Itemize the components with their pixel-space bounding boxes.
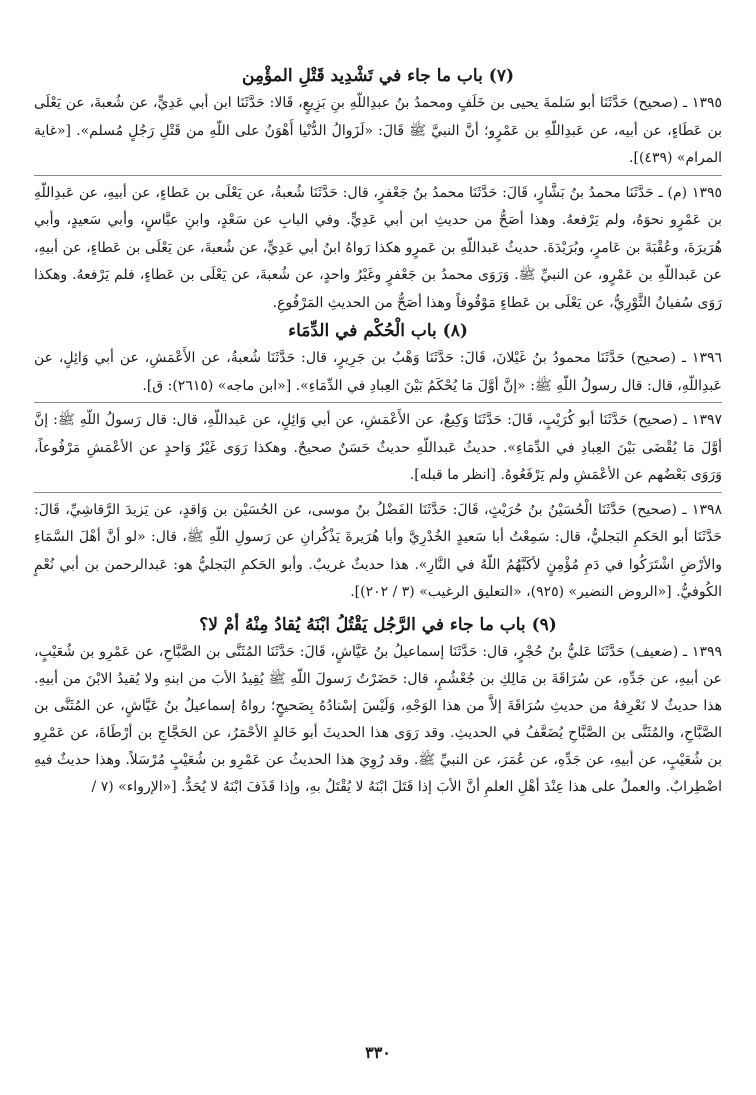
hadith-1396: ١٣٩٦ ـ (صحيح) حَدَّثَنَا محمودُ بنُ غَيْلانَ، قَالَ: حَدَّثَنَا وَهْبُ بن جَرِيرٍ، قال: حَدَّثَنَا شُعبةُ، عن الأَعْمَشِ، عن أبي وَائِلٍ، عن عَبدِاللّهِ، قال: قال رسولُ اللّهِ ﷺ: «إنَّ أوَّلَ مَا يُحْكَمُ بَيْنَ العِبادِ في الدِّمَاءِ». [«ابن ماجه» (٢٦١٥): ق]. [34,350,722,394]
page-number: ٣٣٠ [365,1043,391,1062]
separator-line [34,402,722,403]
chapter-heading-8: (٨) باب الْحُكْم في الدِّمَاء [288,321,468,341]
hadith-1397: ١٣٩٧ ـ (صحيح) حَدَّثَنَا أبو كُرَيْبٍ، قَالَ: حَدَّثَنَا وَكِيعٌ، عن الأَعْمَشِ، عن أبي وَائِلٍ، عن عَبداللّهِ، قال: قال رَسولُ اللّهِ ﷺ: إنَّ أوَّلَ مَا يُقْضَى بَيْنَ العِبادِ في الدِّمَاءِ». حديثُ عَبداللّهِ حديثٌ حَسَنٌ صحيحٌ. وهكذا رَوَى غَيْرُ وَاحدٍ عن الأعْمَشِ مَرْفُوعاً، وَرَوَى بَعْضُهم عن الأعْمَشِ ولم يَرْفَعُوهُ. [انظر ما قبله]. [34,412,722,483]
separator-line [34,492,722,493]
chapter-heading-7: (٧) باب ما جاء في تَشْدِيد قَتْلِ المؤْمِن [241,66,514,86]
hadith-1395-m: ١٣٩٥ (م) ـ حَدَّثَنَا محمدُ بنُ بَشَّارٍ، قَالَ: حَدَّثَنَا محمدُ بنُ جَعْفرٍ، قال: حَدَّثَنَا شُعبةُ، عن يَعْلَى بن عَطاءٍ، عن أبيهِ، عن عَبدِاللّهِ بن عَمْرٍو نحوَهُ، ولم يَرْفعهُ. وهذا أصَحُّ من حديثِ ابن أبي عَدِيٍّ. وفي البابِ عن سَعْدٍ، وابنِ عبَّاسٍ، وأبي سَعيدٍ، وأبي هُرَيرَةَ، وعُقْبَةَ بن عَامرٍ، وبُرَيْدَةَ. حديثُ عَبداللّهِ بن عَمرٍو هكذا رَواهُ ابنُ أبي عَدِيٍّ، عن شُعبةَ، عن يَعْلَى بن عَطاءٍ، عن أبيهِ، عن عَبداللّهِ بن عَمْرٍو، عن النبيِّ ﷺ. وَرَوَى محمدُ بن جَعْفرٍ وغَيْرُ واحدٍ، عن شُعبةَ، عن يَعْلَى بن عَطاءٍ، فلم يَرْفعهُ. وهكذا رَوَى سُفيانُ الثَّوْرِيُّ، عن يَعْلَى بن عَطاءٍ مَوْقُوفاً وهذا أصَحُّ من الحديثِ المَرْفُوعِ. [34,184,722,311]
chapter-heading-9: (٩) باب ما جاء في الرَّجُل يَقْتُلُ ابْنَهُ يُقادُ مِنْهُ أمْ لا؟ [199,614,557,635]
hadith-1398: ١٣٩٨ ـ (صحيح) حَدَّثَنَا الْحُسَيْنُ بنُ حُرَيْثٍ، قَالَ: حَدَّثَنَا الفَضْلُ بنُ موسى، عن الحُسَيْن بن وَاقدٍ، عن يَزيدَ الرَّقاشِيِّ، قَالَ: حَدَّثَنَا أبو الحَكمِ البَجليُّ، قال: سَمِعْتُ أبا سَعيدٍ الخُدْرِيَّ وأبا هُرَيرةَ يَذْكُرانِ عن رَسولِ اللّهِ ﷺ، قال: «لو أنَّ أهْلَ السَّمَاءِ والأرْضِ اشْتَرَكُوا في دَمِ مُؤْمِنٍ لأكَبَّهُمُ اللّهُ في النَّارِ». هذا حديثٌ غريبٌ. وأبو الحَكمِ البَجليُّ هو: عَبدالرحمن بن أبي نُعْمٍ الكُوفيُّ. [«الروض النضير» (٩٢٥)، «التعليق الرغيب» (٣ / ٢٠٢)]. [34,501,722,600]
hadith-1399: ١٣٩٩ ـ (ضعيف) حَدَّثَنَا عَليُّ بنُ حُجْرٍ، قال: حَدَّثَنَا إسماعيلُ بنُ عَيَّاشٍ، قَالَ: حَدَّثَنَا المُثَنَّى بن الصَّبَّاحِ، عن عَمْرِو بن شُعَيْبٍ، عن أبيهِ، عن جَدِّهِ، عن سُرَاقَةَ بن مَالِكِ بن جُعْشُمٍ، قال: حَضَرْتُ رَسولَ اللّهِ ﷺ يُقِيدُ الأبَ من ابنهِ ولا يُقيدُ الابْنَ من أبيهِ. هذا حديثٌ لا نَعْرِفهُ من حديثِ سُرَاقَةَ إلاَّ من هذا الوَجْهِ، وَلَيْسَ إسْنادُهُ بِصَحيحٍ؛ رواهُ إسماعيلُ بنُ عَيَّاشٍ، عن المُثَنَّى بن الصَّبَّاحِ، والمُثَنَّى بن الصَّبَّاحِ يُضَعَّفُ في الحديثِ. وقد رَوَى هذا الحديثَ أبو خَالدٍ الأحْمَرُ، عن الحَجَّاجِ بن أرْطَاةَ، عن عَمْرِو بن شُعَيْبٍ، عن أبيهِ، عن جَدِّهِ، عن عُمَرَ، عن النبيِّ ﷺ. وقد رُوِيَ هذا الحديثُ عن عَمْرِو بن شُعَيْبٍ مُرْسَلاً. وهذا حديثٌ فيهِ اضْطِرابٌ. والعملُ على هذا عِنْدَ أهْلِ العلمِ أنَّ الأبَ إذا قَتَلَ ابْنَهُ لا يُقْتَلُ بهِ، وإذا قَذَفَ ابْنَهُ لا يُحَدُّ. [«الإرواء» (٧ / [34,643,722,795]
separator-line [34,175,722,176]
hadith-1395: ١٣٩٥ ـ (صحيح) حَدَّثَنَا أبو سَلمةَ يحيى بن خَلَفٍ ومحمدُ بنُ عبدِاللّهِ بنِ بَزِيعٍ، قَالا: حَدَّثَنَا ابن أبي عَدِيٍّ، عن شُعبةَ، عن يَعْلَى بن عَطَاءٍ، عن أبيه، عن عَبدِاللّهِ بن عَمْرٍو؛ أنَّ النبيَّ ﷺ قَالَ: «لَزَوالُ الدُّنْيا أَهْوَنُ على اللّهِ من قَتْلِ رَجُلٍ مُسلم». [«غاية المرام» (٤٣٩)]. [34,95,722,166]
